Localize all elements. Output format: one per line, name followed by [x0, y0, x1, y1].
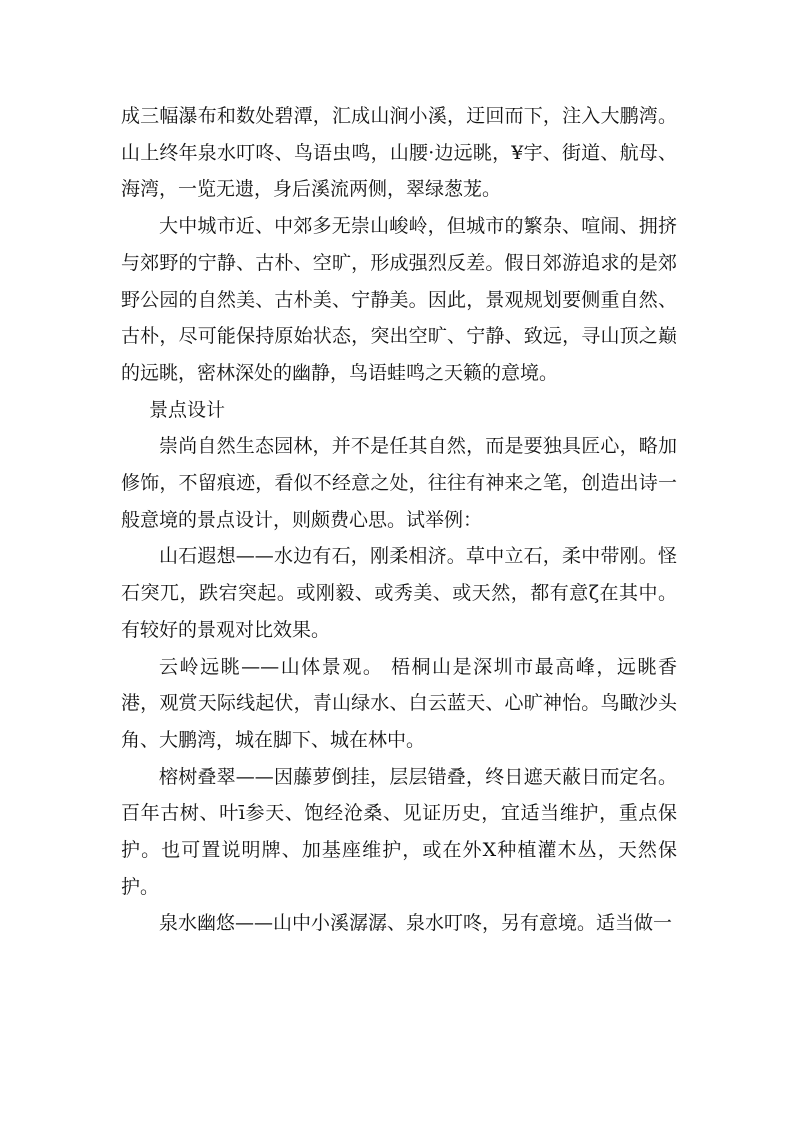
paragraph-7: 泉水幽悠——山中小溪潺潺、泉水叮咚，另有意境。适当做一	[159, 912, 673, 935]
paragraph-3: 崇尚自然生态园林，并不是任其自然，而是要独具匠心，略加修饰，不留痕迹，看似不经意之处，往往有神来之笔，创造出诗一般意境的景点设计，则颇费心思。试举例：	[121, 435, 677, 531]
section-heading: 景点设计	[149, 398, 226, 421]
paragraph-2: 大中城市近、中郊多无崇山峻岭，但城市的繁杂、喧闹、拥挤与郊野的宁静、古朴、空旷，形成强烈反差。假日郊游追求的是郊野公园的自然美、古朴美、宁静美。因此，景观规划要侧重自然、古朴，尽可能保持原始状态，突出空旷、宁静、致远，寻山顶之巅的远眺，密林深处的幽静，鸟语蛙鸣之天籁的意境。	[121, 215, 677, 384]
paragraph-4: 山石遐想——水边有石，刚柔相济。草中立石，柔中带刚。怪石突兀，跌宕突起。或刚毅、或秀美、或天然，都有意ζ在其中。有较好的景观对比效果。	[121, 545, 677, 641]
paragraph-6: 榕树叠翠——因藤萝倒挂，层层错叠，终日遮天蔽日而定名。百年古树、叶ī参天、饱经沧桑、见证历史，宜适当维护，重点保护。也可置说明牌、加基座维护，或在外X种植灌木丛，天然保护。	[121, 765, 677, 898]
paragraph-1: 成三幅瀑布和数处碧潭，汇成山涧小溪，迂回而下，注入大鹏湾。山上终年泉水叮咚、鸟语虫鸣，山腰·边远眺，¥宇、街道、航母、海湾，一览无遗，身后溪流两侧，翠绿葱茏。	[121, 105, 677, 201]
document-body	[121, 98, 677, 942]
paragraph-5: 云岭远眺——山体景观。 梧桐山是深圳市最高峰，远眺香港，观赏天际线起伏，青山绿水、白云蓝天、心旷神怡。鸟瞰沙头角、大鹏湾，城在脚下、城在林中。	[121, 655, 677, 751]
